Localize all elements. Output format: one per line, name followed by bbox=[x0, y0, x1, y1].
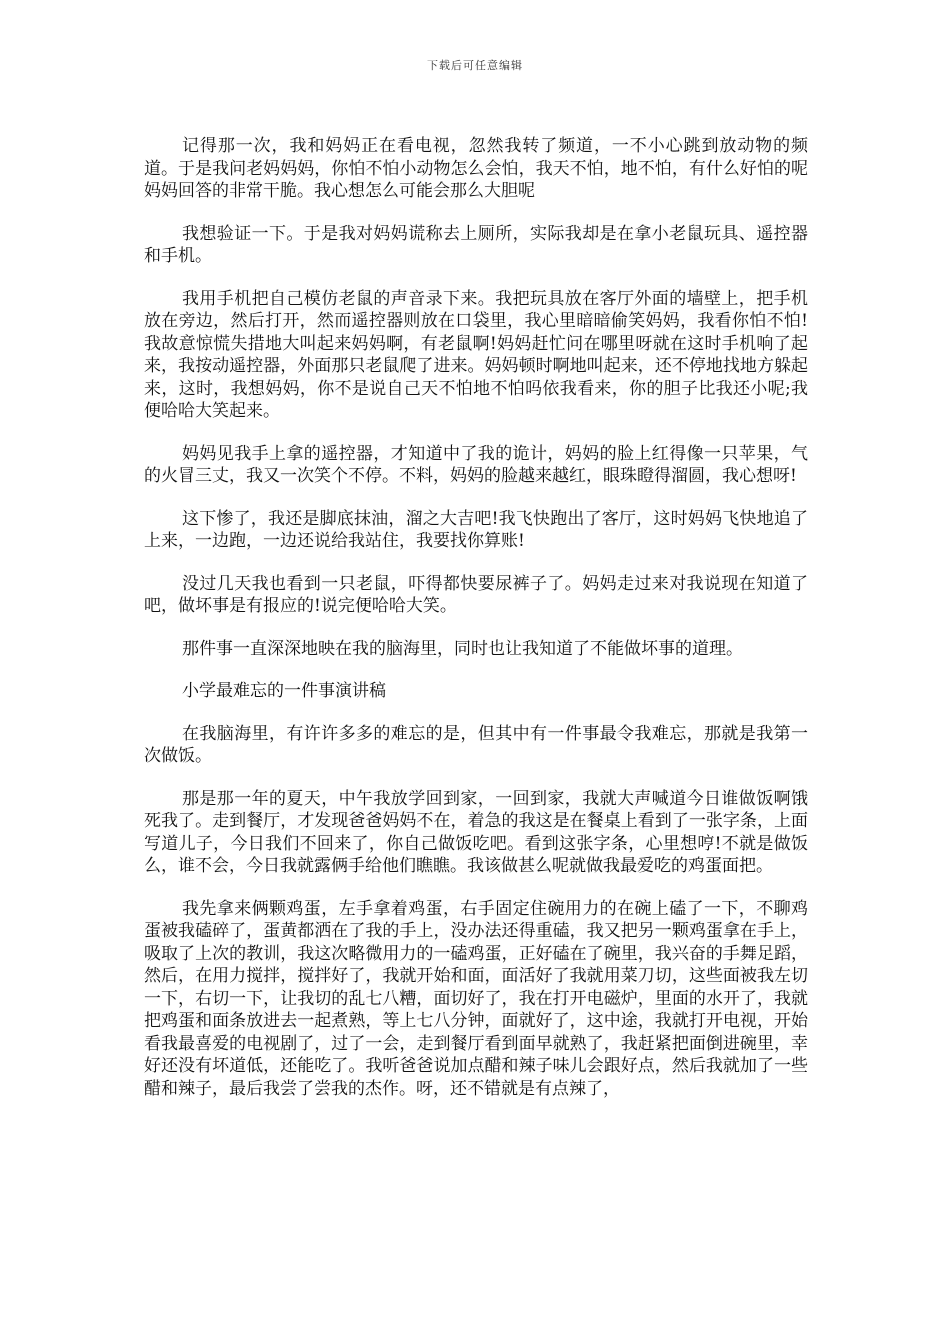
header-note: 下载后可任意编辑 bbox=[427, 59, 523, 72]
paragraph: 记得那一次，我和妈妈正在看电视，忽然我转了频道，一不小心跳到放动物的频道。于是我问老妈妈妈，你怕不怕小动物怎么会怕，我天不怕，地不怕，有什么好怕的呢妈妈回答的非常干脆。我心想怎么可能会那么大胆呢 bbox=[144, 136, 808, 201]
paragraph: 那是那一年的夏天，中午我放学回到家，一回到家，我就大声喊道今日谁做饭啊饿死我了。走到餐厅，才发现爸爸妈妈不在，着急的我这是在餐桌上看到了一张字条，上面写道儿子，今日我们不回来了，你自己做饭吃吧。看到这张字条，心里想哼!不就是做饭么，谁不会，今日我就露俩手给他们瞧瞧。我该做甚么呢就做我最爱吃的鸡蛋面把。 bbox=[144, 788, 808, 876]
paragraph: 妈妈见我手上拿的遥控器，才知道中了我的诡计，妈妈的脸上红得像一只苹果，气的火冒三丈，我又一次笑个不停。不料，妈妈的脸越来越红，眼珠瞪得溜圆，我心想呀! bbox=[144, 443, 808, 486]
paragraph: 我用手机把自己模仿老鼠的声音录下来。我把玩具放在客厅外面的墙壁上，把手机放在旁边，然后打开，然而遥控器则放在口袋里，我心里暗暗偷笑妈妈，我看你怕不怕!我故意惊慌失措地大叫起来妈妈啊，有老鼠啊!妈妈赶忙问在哪里呀就在这时手机响了起来，我按动遥控器，外面那只老鼠爬了进来。妈妈顿时啊地叫起来，还不停地找地方躲起来，这时，我想妈妈，你不是说自己天不怕地不怕吗依我看来，你的胆子比我还小呢;我便哈哈大笑起来。 bbox=[144, 288, 808, 421]
paragraph: 我先拿来俩颗鸡蛋，左手拿着鸡蛋，右手固定住碗用力的在碗上磕了一下，不聊鸡蛋被我磕碎了，蛋黄都洒在了我的手上，没办法还得重磕，我又把另一颗鸡蛋拿在手上，吸取了上次的教训，我这次略微用力的一磕鸡蛋，正好磕在了碗里，我兴奋的手舞足蹈，然后，在用力搅拌，搅拌好了，我就开始和面，面活好了我就用菜刀切，这些面被我左切一下，右切一下，让我切的乱七八糟，面切好了，我在打开电磁炉，里面的水开了，我就把鸡蛋和面条放进去一起煮熟，等上七八分钟，面就好了，这中途，我就打开电视，开始看我最喜爱的电视剧了，过了一会，走到餐厅看到面早就熟了，我赶紧把面倒进碗里，幸好还没有坏道低，还能吃了。我听爸爸说加点醋和辣子味儿会跟好点，然后我就加了一些醋和辣子，最后我尝了尝我的杰作。呀，还不错就是有点辣了， bbox=[144, 898, 808, 1099]
document-body bbox=[144, 135, 808, 1120]
paragraph: 在我脑海里，有许许多多的难忘的是，但其中有一件事最令我难忘，那就是我第一次做饭。 bbox=[144, 723, 808, 766]
paragraph: 没过几天我也看到一只老鼠，吓得都快要尿裤子了。妈妈走过来对我说现在知道了吧，做坏事是有报应的!说完便哈哈大笑。 bbox=[144, 573, 808, 616]
paragraph: 我想验证一下。于是我对妈妈谎称去上厕所，实际我却是在拿小老鼠玩具、遥控器和手机。 bbox=[144, 223, 808, 266]
paragraph: 这下惨了，我还是脚底抹油，溜之大吉吧!我飞快跑出了客厅，这时妈妈飞快地追了上来，一边跑，一边还说给我站住，我要找你算账! bbox=[144, 508, 808, 551]
paragraph: 那件事一直深深地映在我的脑海里，同时也让我知道了不能做坏事的道理。 bbox=[182, 638, 743, 659]
section-title: 小学最难忘的一件事演讲稿 bbox=[182, 681, 386, 701]
